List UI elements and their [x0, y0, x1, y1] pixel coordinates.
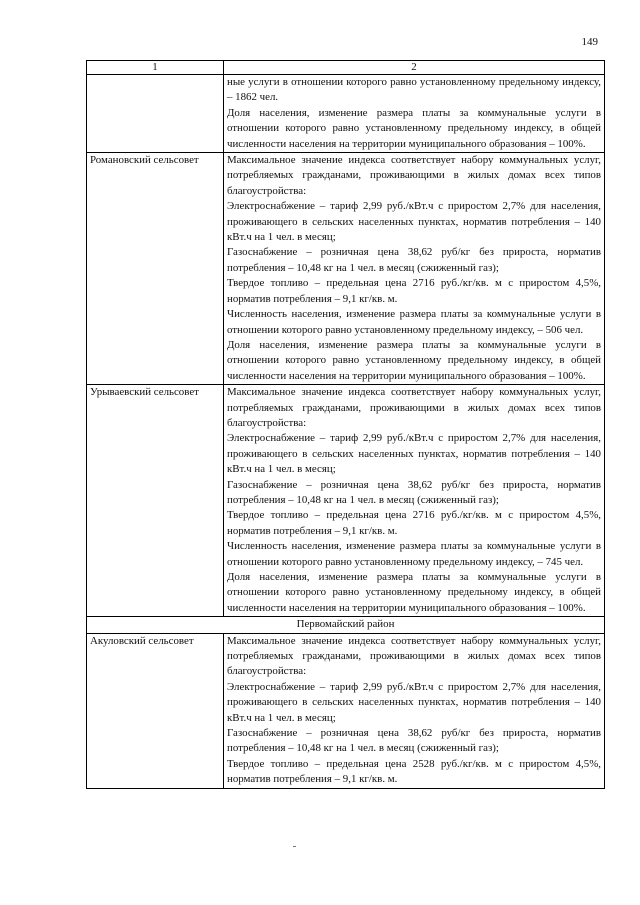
tariff-description — [224, 633, 605, 788]
description-paragraph: Твердое топливо – предельная цена 2716 руб./кг/кв. м с приростом 4,5%, норматив потребления – 9,1 кг/кв. м. — [227, 277, 601, 305]
tariff-description — [224, 153, 605, 385]
description-paragraph: Газоснабжение – розничная цена 38,62 руб/кг без прироста, норматив потребления – 10,48 кг на 1 чел. в месяц (сжиженный газ); — [227, 727, 601, 755]
municipality-name: Урываевский сельсовет — [87, 385, 224, 617]
table-row — [87, 633, 605, 788]
page-number: 149 — [581, 36, 598, 48]
description-paragraph: Электроснабжение – тариф 2,99 руб./кВт.ч с приростом 2,7% для населения, проживающего в сельских населенных пунктах, норматив потребления – 140 кВт.ч на 1 чел. в месяц; — [227, 200, 601, 244]
table-header-row — [87, 61, 605, 75]
description-paragraph: Электроснабжение – тариф 2,99 руб./кВт.ч с приростом 2,7% для населения, проживающего в сельских населенных пунктах, норматив потребления – 140 кВт.ч на 1 чел. в месяц; — [227, 432, 601, 476]
description-paragraph: Газоснабжение – розничная цена 38,62 руб/кг без прироста, норматив потребления – 10,48 кг на 1 чел. в месяц (сжиженный газ); — [227, 246, 601, 274]
tariff-description — [224, 75, 605, 153]
section-row — [87, 617, 605, 633]
column-header-1: 1 — [87, 61, 224, 75]
description-paragraph: Газоснабжение – розничная цена 38,62 руб/кг без прироста, норматив потребления – 10,48 кг на 1 чел. в месяц (сжиженный газ); — [227, 478, 601, 506]
table-row — [87, 75, 605, 153]
description-paragraph: Максимальное значение индекса соответствует набору коммунальных услуг, потребляемых гражданами, проживающими в жилых домах всех типов благоустройства: — [227, 634, 601, 678]
scan-speck — [293, 846, 296, 847]
tariff-description — [224, 385, 605, 617]
section-title: Первомайский район — [87, 617, 605, 633]
municipality-name — [87, 75, 224, 153]
description-paragraph: ные услуги в отношении которого равно установленному предельному индексу, – 1862 чел. — [227, 76, 601, 104]
description-paragraph: Электроснабжение – тариф 2,99 руб./кВт.ч с приростом 2,7% для населения, проживающего в сельских населенных пунктах, норматив потребления – 140 кВт.ч на 1 чел. в месяц; — [227, 680, 601, 724]
table-row — [87, 385, 605, 617]
description-paragraph: Твердое топливо – предельная цена 2528 руб./кг/кв. м с приростом 4,5%, норматив потребления – 9,1 кг/кв. м. — [227, 757, 601, 786]
description-paragraph: Доля населения, изменение размера платы за коммунальные услуги в отношении которого равно установленному предельному индексу, в общей численности населения на территории муниципального образования – 100%. — [227, 571, 601, 614]
description-paragraph: Твердое топливо – предельная цена 2716 руб./кг/кв. м с приростом 4,5%, норматив потребления – 9,1 кг/кв. м. — [227, 509, 601, 537]
description-paragraph: Численность населения, изменение размера платы за коммунальные услуги в отношении которого равно установленному предельному индексу, – 506 чел. — [227, 308, 601, 336]
municipality-name: Романовский сельсовет — [87, 153, 224, 385]
tariff-table — [86, 60, 605, 789]
description-paragraph: Доля населения, изменение размера платы за коммунальные услуги в отношении которого равно установленному предельному индексу, в общей численности населения на территории муниципального образования – 100%. — [227, 106, 601, 150]
table-row — [87, 153, 605, 385]
description-paragraph: Максимальное значение индекса соответствует набору коммунальных услуг, потребляемых гражданами, проживающими в жилых домах всех типов благоустройства: — [227, 386, 601, 429]
description-paragraph: Численность населения, изменение размера платы за коммунальные услуги в отношении которого равно установленному предельному индексу, – 745 чел. — [227, 540, 601, 568]
description-paragraph: Доля населения, изменение размера платы за коммунальные услуги в отношении которого равно установленному предельному индексу, в общей численности населения на территории муниципального образования – 100%. — [227, 338, 601, 382]
description-paragraph: Максимальное значение индекса соответствует набору коммунальных услуг, потребляемых гражданами, проживающими в жилых домах всех типов благоустройства: — [227, 154, 601, 197]
municipality-name: Акуловский сельсовет — [87, 633, 224, 788]
column-header-2: 2 — [224, 61, 605, 75]
